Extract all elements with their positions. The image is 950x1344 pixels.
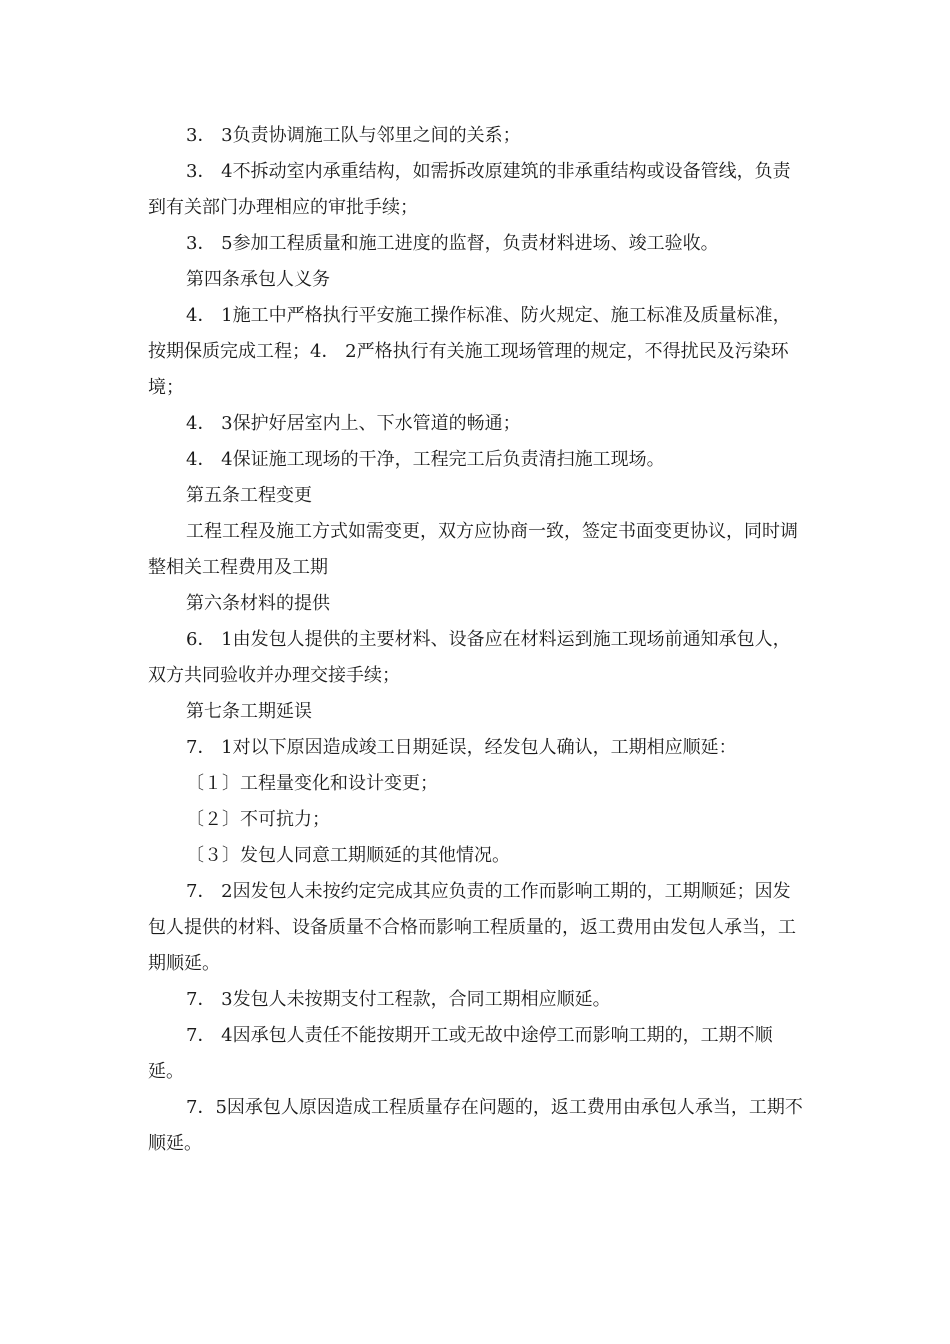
clause-7-5: 7．5因承包人原因造成工程质量存在问题的，返工费用由承包人承当，工期不顺延。: [148, 1097, 803, 1154]
clause-4-1-4-2: 4． 1施工中严格执行平安施工操作标准、防火规定、施工标准及质量标准，按期保质完成工程；4． 2严格执行有关施工现场管理的规定，不得扰民及污染环境；: [148, 305, 791, 398]
clause-6-1: 6． 1由发包人提供的主要材料、设备应在材料运到施工现场前通知承包人，双方共同验收并办理交接手续；: [148, 629, 791, 686]
clause-3-5: 3． 5参加工程质量和施工进度的监督，负责材料进场、竣工验收。: [186, 233, 719, 254]
clause-4-4: 4． 4保证施工现场的干净，工程完工后负责清扫施工现场。: [186, 449, 665, 470]
article-7-heading: 第七条工期延误: [186, 701, 312, 722]
clause-7-2: 7． 2因发包人未按约定完成其应负责的工作而影响工期的，工期顺延；因发包人提供的材料、设备质量不合格而影响工程质量的，返工费用由发包人承当，工期顺延。: [148, 881, 796, 974]
document-body: [148, 118, 808, 1162]
clause-7-1-item-3: 〔３〕发包人同意工期顺延的其他情况。: [186, 845, 510, 866]
clause-4-3: 4． 3保护好居室内上、下水管道的畅通；: [186, 413, 521, 434]
article-6-heading: 第六条材料的提供: [186, 593, 330, 614]
clause-7-1: 7． 1对以下原因造成竣工日期延误，经发包人确认，工期相应顺延：: [186, 737, 737, 758]
article-5-heading: 第五条工程变更: [186, 485, 312, 506]
clause-3-3: 3． 3负责协调施工队与邻里之间的关系；: [186, 125, 521, 146]
clause-7-1-item-1: 〔１〕工程量变化和设计变更；: [186, 773, 438, 794]
article-4-heading: 第四条承包人义务: [186, 269, 330, 290]
article-5-body: 工程工程及施工方式如需变更，双方应协商一致，签定书面变更协议，同时调整相关工程费用及工期: [148, 521, 798, 578]
clause-3-4: 3． 4不拆动室内承重结构，如需拆改原建筑的非承重结构或设备管线，负责到有关部门办理相应的审批手续；: [148, 161, 791, 218]
clause-7-3: 7． 3发包人未按期支付工程款，合同工期相应顺延。: [186, 989, 611, 1010]
clause-7-1-item-2: 〔２〕不可抗力；: [186, 809, 330, 830]
clause-7-4: 7． 4因承包人责任不能按期开工或无故中途停工而影响工期的，工期不顺延。: [148, 1025, 773, 1082]
